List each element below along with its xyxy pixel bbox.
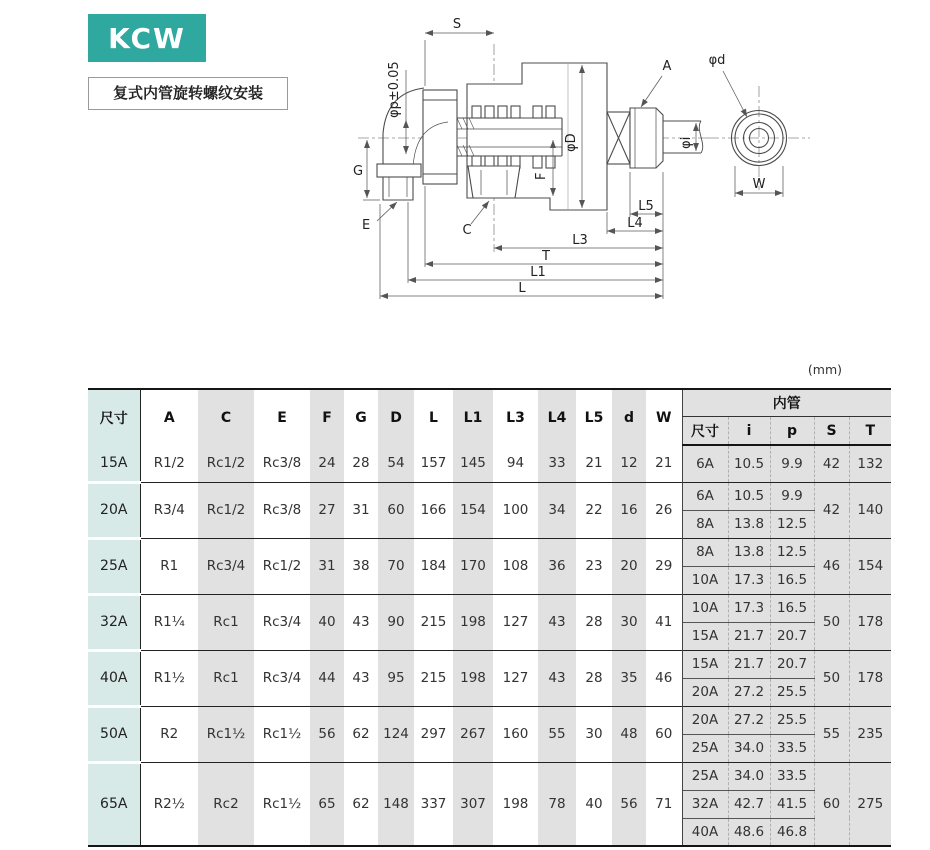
table-cell: Rc1½ — [254, 706, 310, 762]
table-cell: Rc1/2 — [198, 445, 254, 482]
inner-size-cell: 25A — [682, 734, 728, 762]
table-cell: 16.5 — [770, 566, 814, 594]
table-cell: 170 — [453, 538, 493, 594]
table-cell: 21 — [646, 445, 682, 482]
table-cell: 198 — [493, 762, 538, 846]
dim-label-phi-d: φd — [708, 53, 726, 68]
table-row — [88, 706, 891, 734]
table-cell: 46 — [646, 650, 682, 706]
row-size-cell: 20A — [88, 482, 140, 538]
dimension-table — [88, 388, 891, 847]
table-cell: 46 — [814, 538, 849, 594]
table-cell: Rc1/2 — [198, 482, 254, 538]
table-cell: 43 — [344, 650, 378, 706]
table-cell: 35 — [612, 650, 646, 706]
mounting-type-label: 复式内管旋转螺纹安装 — [88, 77, 288, 110]
table-cell: 297 — [414, 706, 453, 762]
dim-label-phi-i: φi — [679, 136, 694, 149]
table-cell: 41.5 — [770, 790, 814, 818]
column-header: L4 — [538, 389, 576, 445]
table-cell: 20.7 — [770, 622, 814, 650]
column-header: 尺寸 — [682, 417, 728, 446]
column-header: D — [378, 389, 414, 445]
inner-size-cell: 10A — [682, 594, 728, 622]
row-size-cell: 25A — [88, 538, 140, 594]
table-cell: 78 — [538, 762, 576, 846]
row-size-cell: 40A — [88, 650, 140, 706]
column-header: L — [414, 389, 453, 445]
table-cell: 26 — [646, 482, 682, 538]
table-cell: 337 — [414, 762, 453, 846]
table-cell: 60 — [378, 482, 414, 538]
table-cell: 27.2 — [728, 706, 770, 734]
table-cell: 10.5 — [728, 445, 770, 482]
hex-section — [607, 112, 630, 164]
table-cell: R2½ — [140, 762, 198, 846]
table-cell: 178 — [849, 650, 891, 706]
table-cell: 140 — [849, 482, 891, 538]
inner-size-cell: 40A — [682, 818, 728, 846]
dim-label-c: C — [462, 223, 472, 238]
column-header: p — [770, 417, 814, 446]
table-cell: 178 — [849, 594, 891, 650]
union-nut — [423, 90, 457, 184]
row-size-cell: 50A — [88, 706, 140, 762]
table-cell: 71 — [646, 762, 682, 846]
table-cell: 34.0 — [728, 762, 770, 790]
table-cell: 267 — [453, 706, 493, 762]
column-header: T — [849, 417, 891, 446]
table-cell: 17.3 — [728, 594, 770, 622]
row-size-cell: 15A — [88, 445, 140, 482]
table-cell: 127 — [493, 650, 538, 706]
table-cell: 154 — [453, 482, 493, 538]
table-cell: 24 — [310, 445, 344, 482]
dim-label-l: L — [518, 281, 526, 296]
column-header: G — [344, 389, 378, 445]
table-cell: 34.0 — [728, 734, 770, 762]
table-cell: 70 — [378, 538, 414, 594]
table-row — [88, 650, 891, 678]
product-code-badge: KCW — [88, 14, 206, 62]
dim-label-l1: L1 — [530, 265, 546, 280]
table-cell: Rc3/8 — [254, 445, 310, 482]
inner-size-cell: 15A — [682, 650, 728, 678]
table-cell: 9.9 — [770, 445, 814, 482]
table-cell: 31 — [344, 482, 378, 538]
column-header: L1 — [453, 389, 493, 445]
table-cell: 43 — [344, 594, 378, 650]
column-header: d — [612, 389, 646, 445]
table-cell: 62 — [344, 706, 378, 762]
table-cell: 215 — [414, 594, 453, 650]
inner-size-cell: 6A — [682, 445, 728, 482]
table-cell: Rc3/4 — [198, 538, 254, 594]
rotary-joint-drawing — [350, 0, 930, 335]
table-cell: Rc3/4 — [254, 650, 310, 706]
table-cell: 38 — [344, 538, 378, 594]
table-cell: 124 — [378, 706, 414, 762]
table-cell: 56 — [612, 762, 646, 846]
column-header: E — [254, 389, 310, 445]
table-cell: 43 — [538, 650, 576, 706]
table-cell: 50 — [814, 594, 849, 650]
table-cell: 198 — [453, 650, 493, 706]
table-cell: R1/2 — [140, 445, 198, 482]
column-header: L3 — [493, 389, 538, 445]
inner-size-cell: 6A — [682, 482, 728, 510]
table-cell: 28 — [576, 650, 612, 706]
table-cell: 62 — [344, 762, 378, 846]
table-cell: 184 — [414, 538, 453, 594]
table-cell: 30 — [612, 594, 646, 650]
bottom-port — [468, 166, 520, 198]
table-cell: 42 — [814, 445, 849, 482]
table-cell: 34 — [538, 482, 576, 538]
table-cell: R2 — [140, 706, 198, 762]
table-cell: 132 — [849, 445, 891, 482]
dim-label-l5: L5 — [638, 199, 654, 214]
table-cell: 25.5 — [770, 706, 814, 734]
dim-label-l3: L3 — [572, 233, 588, 248]
table-cell: 145 — [453, 445, 493, 482]
inner-size-cell: 25A — [682, 762, 728, 790]
table-cell: 27.2 — [728, 678, 770, 706]
table-cell: 148 — [378, 762, 414, 846]
table-cell: 16 — [612, 482, 646, 538]
table-cell: 42.7 — [728, 790, 770, 818]
dim-label-a: A — [662, 59, 672, 74]
table-cell: 95 — [378, 650, 414, 706]
column-header: W — [646, 389, 682, 445]
table-cell: R1½ — [140, 650, 198, 706]
column-header: C — [198, 389, 254, 445]
table-cell: 41 — [646, 594, 682, 650]
table-cell: 33.5 — [770, 734, 814, 762]
dim-label-t: T — [542, 249, 550, 264]
table-cell: 307 — [453, 762, 493, 846]
table-cell: Rc1½ — [198, 706, 254, 762]
table-cell: 42 — [814, 482, 849, 538]
table-cell: R1¼ — [140, 594, 198, 650]
table-cell: 60 — [646, 706, 682, 762]
unit-note: (mm) — [807, 362, 842, 377]
table-cell: 31 — [310, 538, 344, 594]
table-cell: 12 — [612, 445, 646, 482]
table-cell: 23 — [576, 538, 612, 594]
table-cell: 275 — [849, 762, 891, 846]
dim-label-g: G — [353, 164, 364, 179]
table-cell: 40 — [310, 594, 344, 650]
table-cell: 65 — [310, 762, 344, 846]
table-cell: 13.8 — [728, 538, 770, 566]
table-cell: Rc2 — [198, 762, 254, 846]
inner-size-cell: 32A — [682, 790, 728, 818]
table-cell: R1 — [140, 538, 198, 594]
table-cell: 198 — [453, 594, 493, 650]
table-cell: Rc3/8 — [254, 482, 310, 538]
table-row — [88, 445, 891, 482]
table-cell: 43 — [538, 594, 576, 650]
table-cell: 60 — [814, 762, 849, 846]
table-cell: 46.8 — [770, 818, 814, 846]
table-cell: 10.5 — [728, 482, 770, 510]
inner-size-cell: 10A — [682, 566, 728, 594]
table-cell: 56 — [310, 706, 344, 762]
table-cell: 27 — [310, 482, 344, 538]
dim-label-f: F — [534, 172, 549, 180]
row-size-cell: 32A — [88, 594, 140, 650]
table-cell: 21.7 — [728, 650, 770, 678]
table-cell: 25.5 — [770, 678, 814, 706]
table-cell: Rc1 — [198, 594, 254, 650]
table-row — [88, 482, 891, 510]
table-cell: 127 — [493, 594, 538, 650]
table-row — [88, 538, 891, 566]
table-row — [88, 594, 891, 622]
threaded-nipple — [630, 108, 663, 168]
table-cell: 160 — [493, 706, 538, 762]
table-cell: 16.5 — [770, 594, 814, 622]
table-cell: 48.6 — [728, 818, 770, 846]
table-cell: 33 — [538, 445, 576, 482]
table-cell: 90 — [378, 594, 414, 650]
dim-label-s: S — [452, 17, 462, 32]
inner-size-cell: 20A — [682, 678, 728, 706]
column-header: L5 — [576, 389, 612, 445]
inner-size-cell: 8A — [682, 538, 728, 566]
table-cell: 100 — [493, 482, 538, 538]
table-cell: 94 — [493, 445, 538, 482]
dim-label-e: E — [362, 218, 371, 233]
table-cell: Rc1/2 — [254, 538, 310, 594]
table-cell: 215 — [414, 650, 453, 706]
table-cell: 40 — [576, 762, 612, 846]
column-header: S — [814, 417, 849, 446]
table-cell: 44 — [310, 650, 344, 706]
column-header: F — [310, 389, 344, 445]
table-cell: 36 — [538, 538, 576, 594]
column-header: i — [728, 417, 770, 446]
dim-label-phi-big-d: φD — [564, 133, 579, 152]
table-cell: 33.5 — [770, 762, 814, 790]
table-row — [88, 762, 891, 790]
table-cell: 166 — [414, 482, 453, 538]
table-cell: 30 — [576, 706, 612, 762]
table-cell: 13.8 — [728, 510, 770, 538]
table-cell: 9.9 — [770, 482, 814, 510]
table-cell: 55 — [814, 706, 849, 762]
table-cell: Rc1½ — [254, 762, 310, 846]
table-cell: 20.7 — [770, 650, 814, 678]
table-cell: 50 — [814, 650, 849, 706]
table-cell: 21 — [576, 445, 612, 482]
table-cell: 157 — [414, 445, 453, 482]
table-cell: 235 — [849, 706, 891, 762]
table-cell: 12.5 — [770, 510, 814, 538]
inner-size-cell: 20A — [682, 706, 728, 734]
column-header: 尺寸 — [88, 389, 140, 445]
row-size-cell: 65A — [88, 762, 140, 846]
table-cell: R3/4 — [140, 482, 198, 538]
dim-label-phi-p: φp±0.05 — [387, 61, 402, 118]
dim-label-w: W — [752, 177, 766, 192]
table-cell: 154 — [849, 538, 891, 594]
table-cell: 29 — [646, 538, 682, 594]
column-header: A — [140, 389, 198, 445]
table-cell: 55 — [538, 706, 576, 762]
inner-size-cell: 8A — [682, 510, 728, 538]
table-cell: Rc3/4 — [254, 594, 310, 650]
table-cell: 54 — [378, 445, 414, 482]
table-cell: Rc1 — [198, 650, 254, 706]
table-cell: 48 — [612, 706, 646, 762]
table-cell: 22 — [576, 482, 612, 538]
dim-label-l4: L4 — [627, 216, 643, 231]
table-cell: 12.5 — [770, 538, 814, 566]
table-cell: 21.7 — [728, 622, 770, 650]
inner-size-cell: 15A — [682, 622, 728, 650]
table-cell: 28 — [344, 445, 378, 482]
table-cell: 108 — [493, 538, 538, 594]
table-cell: 17.3 — [728, 566, 770, 594]
table-cell: 20 — [612, 538, 646, 594]
inner-tube-group-header: 内管 — [682, 389, 891, 417]
table-cell: 28 — [576, 594, 612, 650]
